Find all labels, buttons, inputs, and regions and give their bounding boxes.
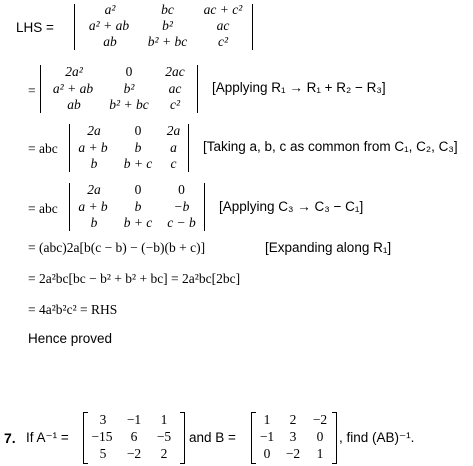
det2-r2c1: a² + ab: [52, 81, 94, 96]
det4-r2c2: b: [134, 199, 142, 214]
matrix-a-r2c2: 6: [130, 429, 138, 444]
matrix-b-r1c2: 2: [289, 412, 297, 427]
det2-r1c1: 2a²: [65, 64, 83, 79]
det-bar-left: [74, 4, 75, 50]
matrix-b-r2c2: 3: [289, 429, 297, 444]
matrix-b-r1c1: 1: [263, 412, 271, 427]
det4-r1c1: 2a: [87, 182, 101, 197]
step-note: [Taking a, b, c as common from C₁, C₂, C₃]: [203, 139, 458, 154]
det1-r3c2: b² + bc: [147, 34, 188, 49]
det3-r1c3: 2a: [166, 123, 181, 138]
step-note: [Applying C₃ → C₃ − C₁]: [219, 199, 364, 214]
det3-r3c2: b + c: [123, 156, 153, 171]
det1-r2c3: ac: [216, 18, 230, 33]
matrix-a-r3c2: −2: [126, 446, 142, 461]
conclusion-text: Hence proved: [28, 331, 113, 346]
det-bar-right: [204, 183, 205, 231]
det4-r3c3: c − b: [167, 215, 196, 230]
det-bar-right: [188, 124, 189, 172]
det1-r1c3: ac + c²: [203, 2, 243, 17]
matrix-b-r1c3: −2: [312, 412, 328, 427]
matrix-a-r1c2: −1: [126, 412, 142, 427]
det2-r2c3: ac: [168, 81, 182, 96]
det3-r2c2: b: [134, 140, 142, 155]
result-line: = 4a²b²c² = RHS: [28, 302, 118, 317]
det4-r3c1: b: [90, 215, 98, 230]
step-note: [Applying R₁ → R₁ + R₂ − R₃]: [212, 80, 386, 95]
matrix-b-r2c1: −1: [259, 429, 275, 444]
det1-r2c1: a² + ab: [88, 18, 130, 33]
det3-r3c1: b: [90, 156, 98, 171]
det1-r1c2: bc: [161, 2, 174, 17]
det2-r3c3: c²: [169, 97, 181, 112]
det3-r2c1: a + b: [78, 140, 108, 155]
det-bar-left: [40, 65, 41, 113]
lhs-label: LHS =: [16, 20, 54, 35]
det2-r3c2: b² + bc: [109, 97, 149, 112]
det-bar-right: [197, 65, 198, 113]
matrix-a-r3c3: 2: [160, 446, 168, 461]
equals-abc: = abc: [28, 201, 58, 216]
matrix-a-r3c1: 5: [99, 446, 107, 461]
question-if-text: If A⁻¹ =: [26, 430, 69, 445]
matrix-a-r2c1: −15: [91, 429, 113, 444]
det3-r1c1: 2a: [87, 123, 101, 138]
det-bar-right: [252, 4, 253, 50]
matrix-a-r1c3: 1: [160, 412, 168, 427]
question-number: 7.: [4, 430, 16, 446]
det2-r1c2: 0: [125, 64, 133, 79]
matrix-b-r3c2: −2: [285, 446, 301, 461]
simplification-line: = 2a²bc[bc − b² + b² + bc] = 2a²bc[2bc]: [28, 271, 241, 286]
det1-r3c3: c²: [217, 34, 229, 49]
expansion-line: = (abc)2a[b(c − b) − (−b)(b + c)]: [28, 240, 206, 255]
question-and-text: and B =: [189, 430, 236, 445]
matrix-b-r2c3: 0: [316, 429, 324, 444]
matrix-b-r3c1: 0: [263, 446, 271, 461]
equals-abc: = abc: [28, 141, 58, 156]
det1-r1c1: a²: [104, 2, 116, 17]
det2-r2c2: b²: [123, 81, 135, 96]
det4-r1c2: 0: [134, 182, 142, 197]
equals-sign: =: [28, 83, 36, 98]
det4-r3c2: b + c: [123, 215, 153, 230]
det4-r2c3: −b: [173, 199, 190, 214]
det2-r3c1: ab: [67, 97, 81, 112]
matrix-b-r3c3: 1: [316, 446, 324, 461]
question-find-text: , find (AB)⁻¹.: [339, 430, 415, 445]
det4-r1c3: 0: [178, 182, 185, 197]
det3-r1c2: 0: [134, 123, 142, 138]
matrix-a-bracket-right: [180, 412, 185, 464]
det1-r3c1: ab: [103, 34, 117, 49]
matrix-a-r1c1: 3: [99, 412, 107, 427]
matrix-a-r2c3: −5: [156, 429, 172, 444]
det2-r1c3: 2ac: [165, 64, 185, 79]
det3-r2c3: a: [170, 140, 177, 155]
det3-r3c3: c: [170, 156, 177, 171]
expansion-note: [Expanding along R₁]: [265, 240, 392, 255]
det4-r2c1: a + b: [78, 199, 108, 214]
det1-r2c2: b²: [162, 18, 173, 33]
